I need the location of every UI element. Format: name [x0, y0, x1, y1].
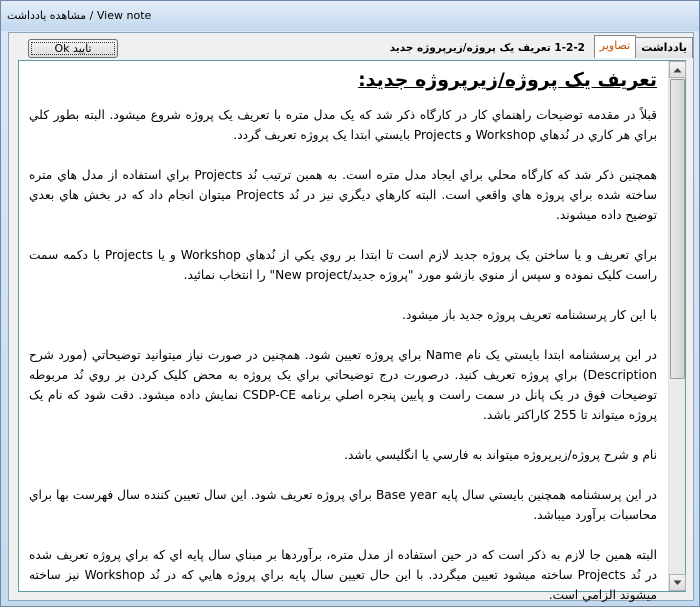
note-tabs: [595, 37, 693, 59]
window-title: مشاهده يادداشت / View note: [7, 9, 152, 22]
note-content: [29, 63, 658, 602]
scroll-up-button[interactable]: [669, 61, 686, 78]
chevron-down-icon: [673, 580, 682, 586]
note-paragraph: با اين کار پرسشنامه تعريف پروژه جديد باز ميشود.: [402, 308, 657, 322]
note-paragraph: قبلاً در مقدمه توضيحات راهنماي کار در کارگاه ذکر شد که يک مدل متره با تعريف يک پروژه شروع ميشود. البته بطور کلي براي هر کاري در نُدهاي Workshop و Projects بايستي ابتدا يک پروژه تعريف گردد.: [29, 108, 657, 142]
dialog-client-area: [8, 32, 694, 601]
scrollbar-thumb[interactable]: [670, 79, 685, 379]
chevron-up-icon: [673, 67, 682, 73]
note-heading: تعريف يک پروژه/زيرپروژه جديد:: [358, 69, 657, 91]
tab-note[interactable]: يادداشت: [635, 37, 693, 58]
note-paragraph: نام و شرح پروژه/زيرپروژه ميتواند به فارسي يا انگليسي باشد.: [344, 448, 657, 462]
vertical-scrollbar[interactable]: [668, 61, 685, 591]
scroll-down-button[interactable]: [669, 574, 686, 591]
note-paragraph: در اين پرسشنامه ابتدا بايستي يک نام Name براي پروژه تعيين شود. همچنين در صورت نياز ميتوانيد توضيحاتي (مورد شرح Description) براي پروژه تعريف کنيد. درصورت درج توضيحاتي براي يک پروژه به محض کليک کردن بر روي نُد مربوطه توضيحات فوق در يک پانل در سمت راست و پايين پنجره اصلي برنامه CSDP-CE نمايش داده ميشود. دقت شود که نام يک پروژه ميتواند تا 255 کاراکتر باشد.: [29, 348, 657, 422]
ok-button[interactable]: Ok تاييد: [28, 39, 118, 58]
note-paragraph: همچنين ذکر شد که کارگاه محلي براي ايجاد مدل متره است. به همين ترتيب نُد Projects براي استفاده از مدل هاي متره ساخته شده براي پروژه هاي واقعي است. البته کارهاي ديگري نيز در نُد Projects ميتوان انجام داد که در بخش هاي بعدي توضيح داده ميشوند.: [29, 168, 657, 222]
note-breadcrumb: 1-2-2 تعريف يک پروژه/زيرپروژه جديد: [389, 42, 585, 54]
title-bar[interactable]: [1, 1, 699, 31]
note-paragraph: البته همين جا لازم به ذکر است که در حين استفاده از مدل متره، برآوردها بر مبناي سال پايه اي که براي پروژه تعريف شده در نُد Projects ساخته ميشود تعيين ميگردد. با اين حال تعيين سال پايه براي پروژه هايي که در نُد Workshop نيز ساخته ميشوند الزامي است.: [29, 548, 657, 602]
note-content-frame: [18, 60, 686, 602]
tab-images[interactable]: تصاوير: [594, 35, 636, 58]
note-paragraph: براي تعريف و يا ساختن يک پروژه جديد لازم است تا ابتدا بر روي يکي از نُدهاي Workshop و يا Projects با دکمه سمت راست کليک نموده و سپس از منوي بازشو مورد "پروژه جديد/New project" را انتخاب نمائيد.: [29, 248, 658, 282]
note-paragraph: در اين پرسشنامه همچنين بايستي سال پايه Base year براي پروژه تعريف شود. اين سال تعيين کننده سال فهرست بها براي محاسبات برآورد ميباشد.: [29, 488, 657, 522]
